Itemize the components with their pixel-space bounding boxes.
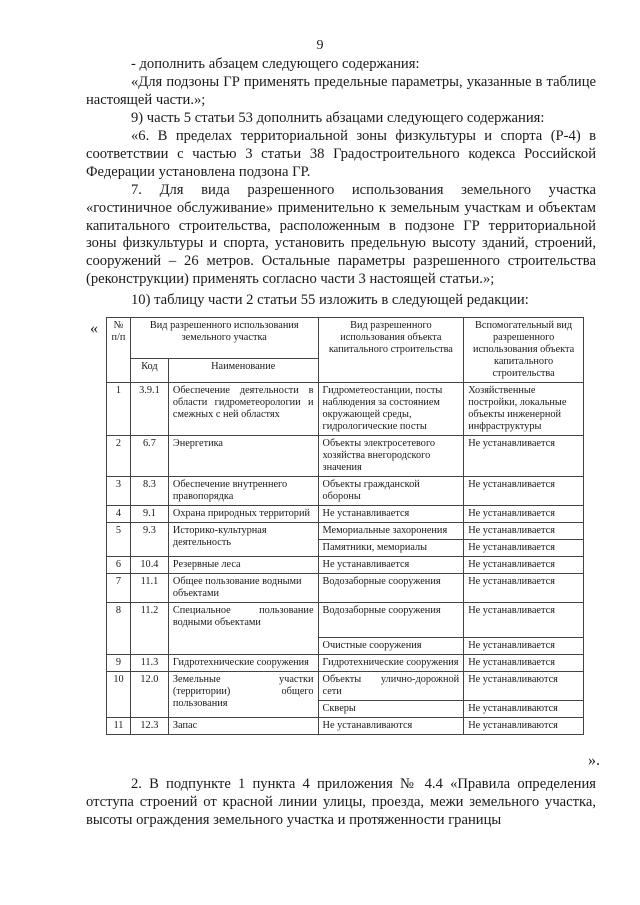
cell-object: Объекты электросетевого хозяйства внегородского значения <box>318 436 464 477</box>
cell-aux: Не устанавливается <box>464 436 584 477</box>
cell-name: Резервные леса <box>168 557 318 574</box>
cell-aux: Хозяйственные постройки, локальные объекты инженерной инфраструктуры <box>464 383 584 436</box>
cell-num: 8 <box>107 603 131 655</box>
cell-aux: Не устанавливается <box>464 540 584 557</box>
cell-num: 6 <box>107 557 131 574</box>
cell-object: Не устанавливается <box>318 506 464 523</box>
cell-code: 12.3 <box>130 718 168 735</box>
cell-name: Энергетика <box>168 436 318 477</box>
cell-name: Земельные участки (территории) общего пользования <box>168 672 318 718</box>
cell-code: 6.7 <box>130 436 168 477</box>
table-row <box>107 557 584 574</box>
cell-name: Гидротехнические сооружения <box>168 655 318 672</box>
cell-object: Не устанавливается <box>318 557 464 574</box>
table-row <box>107 477 584 506</box>
paragraph-6: 10) таблицу части 2 статьи 55 изложить в следующей редакции: <box>131 292 529 308</box>
cell-name: Обеспечение деятельности в области гидрометеорологии и смежных с ней областях <box>168 383 318 436</box>
cell-code: 11.3 <box>130 655 168 672</box>
cell-object: Водозаборные сооружения <box>318 603 464 638</box>
cell-code: 3.9.1 <box>130 383 168 436</box>
cell-code: 12.0 <box>130 672 168 718</box>
land-use-table <box>106 317 584 735</box>
cell-num: 11 <box>107 718 131 735</box>
table-row <box>107 603 584 638</box>
cell-object: Мемориальные захоронения <box>318 523 464 540</box>
quote-close-mark: ». <box>588 752 600 769</box>
cell-aux: Не устанавливается <box>464 574 584 603</box>
cell-code: 11.1 <box>130 574 168 603</box>
cell-name: Охрана природных территорий <box>168 506 318 523</box>
cell-num: 3 <box>107 477 131 506</box>
header-object: Вид разрешенного использования объекта капитального строительства <box>318 318 464 383</box>
table-row <box>107 574 584 603</box>
cell-code: 9.1 <box>130 506 168 523</box>
cell-aux: Не устанавливаются <box>464 718 584 735</box>
page-number: 9 <box>316 38 324 53</box>
cell-aux: Не устанавливается <box>464 638 584 655</box>
cell-num: 9 <box>107 655 131 672</box>
cell-num: 5 <box>107 523 131 557</box>
cell-name: Обеспечение внутреннего правопорядка <box>168 477 318 506</box>
table-row <box>107 506 584 523</box>
cell-object: Объекты улично-дорожной сети <box>318 672 464 701</box>
cell-aux: Не устанавливается <box>464 655 584 672</box>
cell-num: 4 <box>107 506 131 523</box>
cell-name: Историко-культурная деятельность <box>168 523 318 557</box>
paragraph-1: - дополнить абзацем следующего содержания: <box>131 56 420 72</box>
header-code: Код <box>130 358 168 382</box>
table-row <box>107 436 584 477</box>
cell-object: Объекты гражданской обороны <box>318 477 464 506</box>
cell-num: 1 <box>107 383 131 436</box>
cell-object: Не устанавливаются <box>318 718 464 735</box>
cell-object: Гидротехнические сооружения <box>318 655 464 672</box>
header-aux: Вспомогательный вид разрешенного использования объекта капитального строительства <box>464 318 584 383</box>
cell-aux: Не устанавливается <box>464 523 584 540</box>
paragraph-2: «Для подзоны ГР применять предельные параметры, указанные в таблице настоящей части.»; <box>86 74 596 108</box>
cell-name: Общее пользование водными объектами <box>168 574 318 603</box>
cell-aux: Не устанавливается <box>464 603 584 638</box>
cell-num: 10 <box>107 672 131 718</box>
cell-code: 10.4 <box>130 557 168 574</box>
cell-object: Скверы <box>318 701 464 718</box>
cell-aux: Не устанавливается <box>464 506 584 523</box>
paragraph-4: «6. В пределах территориальной зоны физкультуры и спорта (Р-4) в соответствии с частью 3 статьи 38 Градостроительного кодекса Российской Федерации установлена подзона ГР. <box>86 128 596 180</box>
paragraph-3: 9) часть 5 статьи 53 дополнить абзацами следующего содержания: <box>131 110 545 126</box>
cell-num: 7 <box>107 574 131 603</box>
cell-object: Очистные сооружения <box>318 638 464 655</box>
table-row <box>107 383 584 436</box>
cell-name: Запас <box>168 718 318 735</box>
cell-code: 11.2 <box>130 603 168 655</box>
cell-object: Водозаборные сооружения <box>318 574 464 603</box>
table-row <box>107 523 584 540</box>
cell-aux: Не устанавливаются <box>464 701 584 718</box>
table-row <box>107 655 584 672</box>
table-row <box>107 718 584 735</box>
cell-aux: Не устанавливается <box>464 557 584 574</box>
header-num: № п/п <box>107 318 131 383</box>
cell-code: 9.3 <box>130 523 168 557</box>
paragraph-bottom: 2. В подпункте 1 пункта 4 приложения № 4.4 «Правила определения отступа строений от красной линии улицы, проезда, межи земельного участка, высоты ограждения земельного участка и протяженности границы <box>86 776 596 828</box>
header-type: Вид разрешенного использования земельного участка <box>130 318 318 359</box>
table-row <box>107 672 584 701</box>
cell-code: 8.3 <box>130 477 168 506</box>
cell-num: 2 <box>107 436 131 477</box>
cell-aux: Не устанавливаются <box>464 672 584 701</box>
cell-aux: Не устанавливается <box>464 477 584 506</box>
cell-name: Специальное пользование водными объектами <box>168 603 318 655</box>
cell-object: Памятники, мемориалы <box>318 540 464 557</box>
cell-object: Гидрометеостанции, посты наблюдения за состоянием окружающей среды, гидрологические посты <box>318 383 464 436</box>
quote-open-mark: « <box>90 320 98 337</box>
paragraph-5: 7. Для вида разрешенного использования земельного участка «гостиничное обслуживание» применительно к земельным участкам и объектам капитального строительства, расположенным в подзоне ГР территориальной зоны физкультуры и спорта, установить предельную высоту зданий, строений, сооружений – 26 метров. Остальные параметры разрешенного строительства (реконструкции) применять согласно части 3 настоящей статьи.»; <box>86 182 596 287</box>
header-name: Наименование <box>168 358 318 382</box>
